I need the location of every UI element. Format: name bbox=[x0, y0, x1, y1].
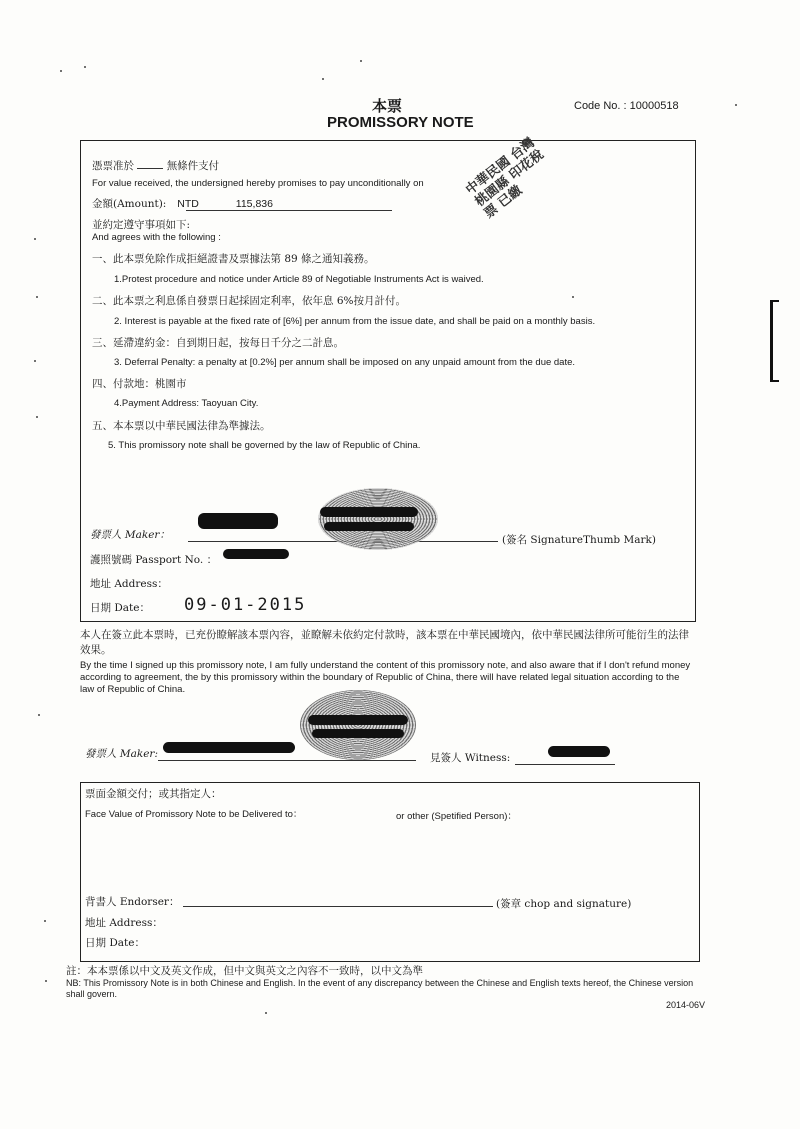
term-3-en: 3. Deferral Penalty: a penalty at [0.2%] per annum shall be imposed on any unpaid amount from the due date. bbox=[114, 357, 576, 368]
thumb-mark-label: (簽名 SignatureThumb Mark) bbox=[502, 534, 656, 546]
amount-label: 金額(Amount): bbox=[92, 198, 167, 210]
scan-speck bbox=[45, 980, 47, 982]
scan-speck bbox=[36, 296, 38, 298]
scan-speck bbox=[44, 920, 46, 922]
payment-line-cn bbox=[92, 158, 219, 173]
scan-speck bbox=[360, 60, 362, 62]
scan-speck bbox=[36, 416, 38, 418]
witness-label: 見簽人 Witness: bbox=[430, 752, 511, 764]
passport-label: 護照號碼 Passport No. ： bbox=[90, 554, 218, 566]
payment-cn-b: 無條件支付 bbox=[166, 160, 220, 172]
payment-cn-a: 憑票准於 bbox=[92, 160, 134, 172]
term-5-cn: 五、本本票以中華民國法律為準據法。 bbox=[92, 420, 271, 432]
declaration-cn: 本人在簽立此本票時，已充份瞭解該本票內容，並瞭解未依約定付款時，該本票在中華民國境內，依中華民國法律所可能衍生的法律效果。 bbox=[80, 629, 689, 656]
endorser-label: 背書人 Endorser： bbox=[85, 896, 180, 908]
date-handwritten: 09-01-2015 bbox=[184, 595, 307, 615]
scan-bracket-mark bbox=[770, 300, 779, 382]
code-label: Code No. : bbox=[574, 100, 627, 112]
passport-redaction bbox=[223, 549, 289, 559]
declaration-en: By the time I signed up this promissory note, I am fully understand the content of this promissory note, and also aware that if I don't refund money according to agreement, the by this promissory within the boundary of Republic of China, there will have related legal situation according to the law of Republic of China. bbox=[80, 660, 691, 695]
thumb-redaction-2 bbox=[324, 522, 414, 531]
agree-en: And agrees with the following : bbox=[92, 232, 221, 243]
amount-value: 115,836 bbox=[235, 198, 273, 210]
footer-note-cn: 註：本本票係以中文及英文作成，但中文與英文之內容不一致時，以中文為準 bbox=[66, 965, 423, 977]
scan-speck bbox=[84, 66, 86, 68]
amount-currency: NTD bbox=[177, 198, 199, 210]
thumb2-redaction-1 bbox=[308, 715, 408, 725]
scan-speck bbox=[265, 1012, 267, 1014]
tax-stamp-text: 中華民國 台灣 桃園縣 印花稅票 已繳 bbox=[463, 135, 547, 222]
term-4-cn: 四、付款地：桃園市 bbox=[92, 378, 187, 390]
scan-speck bbox=[60, 70, 62, 72]
scan-speck bbox=[572, 296, 574, 298]
agree-cn: 並約定遵守事項如下: bbox=[92, 219, 191, 231]
term-4-en: 4.Payment Address: Taoyuan City. bbox=[114, 398, 259, 409]
scan-speck bbox=[34, 238, 36, 240]
title-chinese: 本票 bbox=[372, 97, 403, 115]
endorser-line bbox=[183, 906, 493, 907]
term-1-cn: 一、此本票免除作成拒絕證書及票據法第 89 條之通知義務。 bbox=[92, 253, 375, 265]
term-3-cn: 三、延滯違約金：自到期日起，按每日千分之二計息。 bbox=[92, 337, 344, 349]
face-value-en: Face Value of Promissory Note to be Delivered to： bbox=[85, 809, 303, 820]
amount-row bbox=[92, 196, 273, 211]
sign-maker-line bbox=[158, 760, 416, 761]
thumbprint bbox=[318, 488, 438, 550]
other-specified-person: or other (Spetified Person)： bbox=[396, 811, 517, 822]
date-label: 日期 Date： bbox=[90, 602, 150, 614]
thumbprint-2 bbox=[300, 690, 416, 760]
witness-line bbox=[515, 764, 615, 765]
code-number bbox=[574, 100, 679, 112]
endorser-date-label: 日期 Date： bbox=[85, 937, 145, 949]
thumb-redaction-1 bbox=[320, 507, 418, 517]
term-2-en: 2. Interest is payable at the fixed rate of [6%] per annum from the issue date, and shall be paid on a monthly basis. bbox=[114, 316, 596, 327]
version-code: 2014-06V bbox=[666, 1000, 706, 1010]
scan-speck bbox=[322, 78, 324, 80]
payment-line-en: For value received, the undersigned hereby promises to pay unconditionally on bbox=[92, 178, 424, 189]
sign-maker-redaction bbox=[163, 742, 295, 753]
term-1-en: 1.Protest procedure and notice under Article 89 of Negotiable Instruments Act is waived. bbox=[114, 274, 484, 285]
maker-name-redaction bbox=[198, 513, 278, 529]
scan-speck bbox=[38, 714, 40, 716]
endorser-address-label: 地址 Address： bbox=[85, 917, 163, 929]
scan-speck bbox=[735, 104, 737, 106]
code-value: 10000518 bbox=[629, 100, 679, 112]
term-5-en: 5. This promissory note shall be governed by the law of Republic of China. bbox=[108, 440, 421, 451]
maker-label: 發票人 Maker： bbox=[90, 529, 170, 541]
title-english: PROMISSORY NOTE bbox=[327, 114, 474, 131]
footer-note-en: NB: This Promissory Note is in both Chinese and English. In the event of any discrepancy between the Chinese and English texts hereof, the Chinese version shall govern. bbox=[66, 978, 694, 999]
amount-underline bbox=[186, 210, 392, 211]
address-label: 地址 Address： bbox=[90, 578, 168, 590]
term-2-cn: 二、此本票之利息係自發票日起採固定利率，依年息 6%按月計付。 bbox=[92, 295, 406, 307]
witness-redaction bbox=[548, 746, 610, 757]
chop-label: (簽章 chop and signature) bbox=[496, 898, 632, 910]
scan-speck bbox=[34, 360, 36, 362]
thumb2-redaction-2 bbox=[312, 729, 404, 738]
face-value-cn: 票面金額交付；或其指定人： bbox=[85, 788, 222, 800]
sign-maker-label: 發票人 Maker: bbox=[85, 748, 158, 760]
